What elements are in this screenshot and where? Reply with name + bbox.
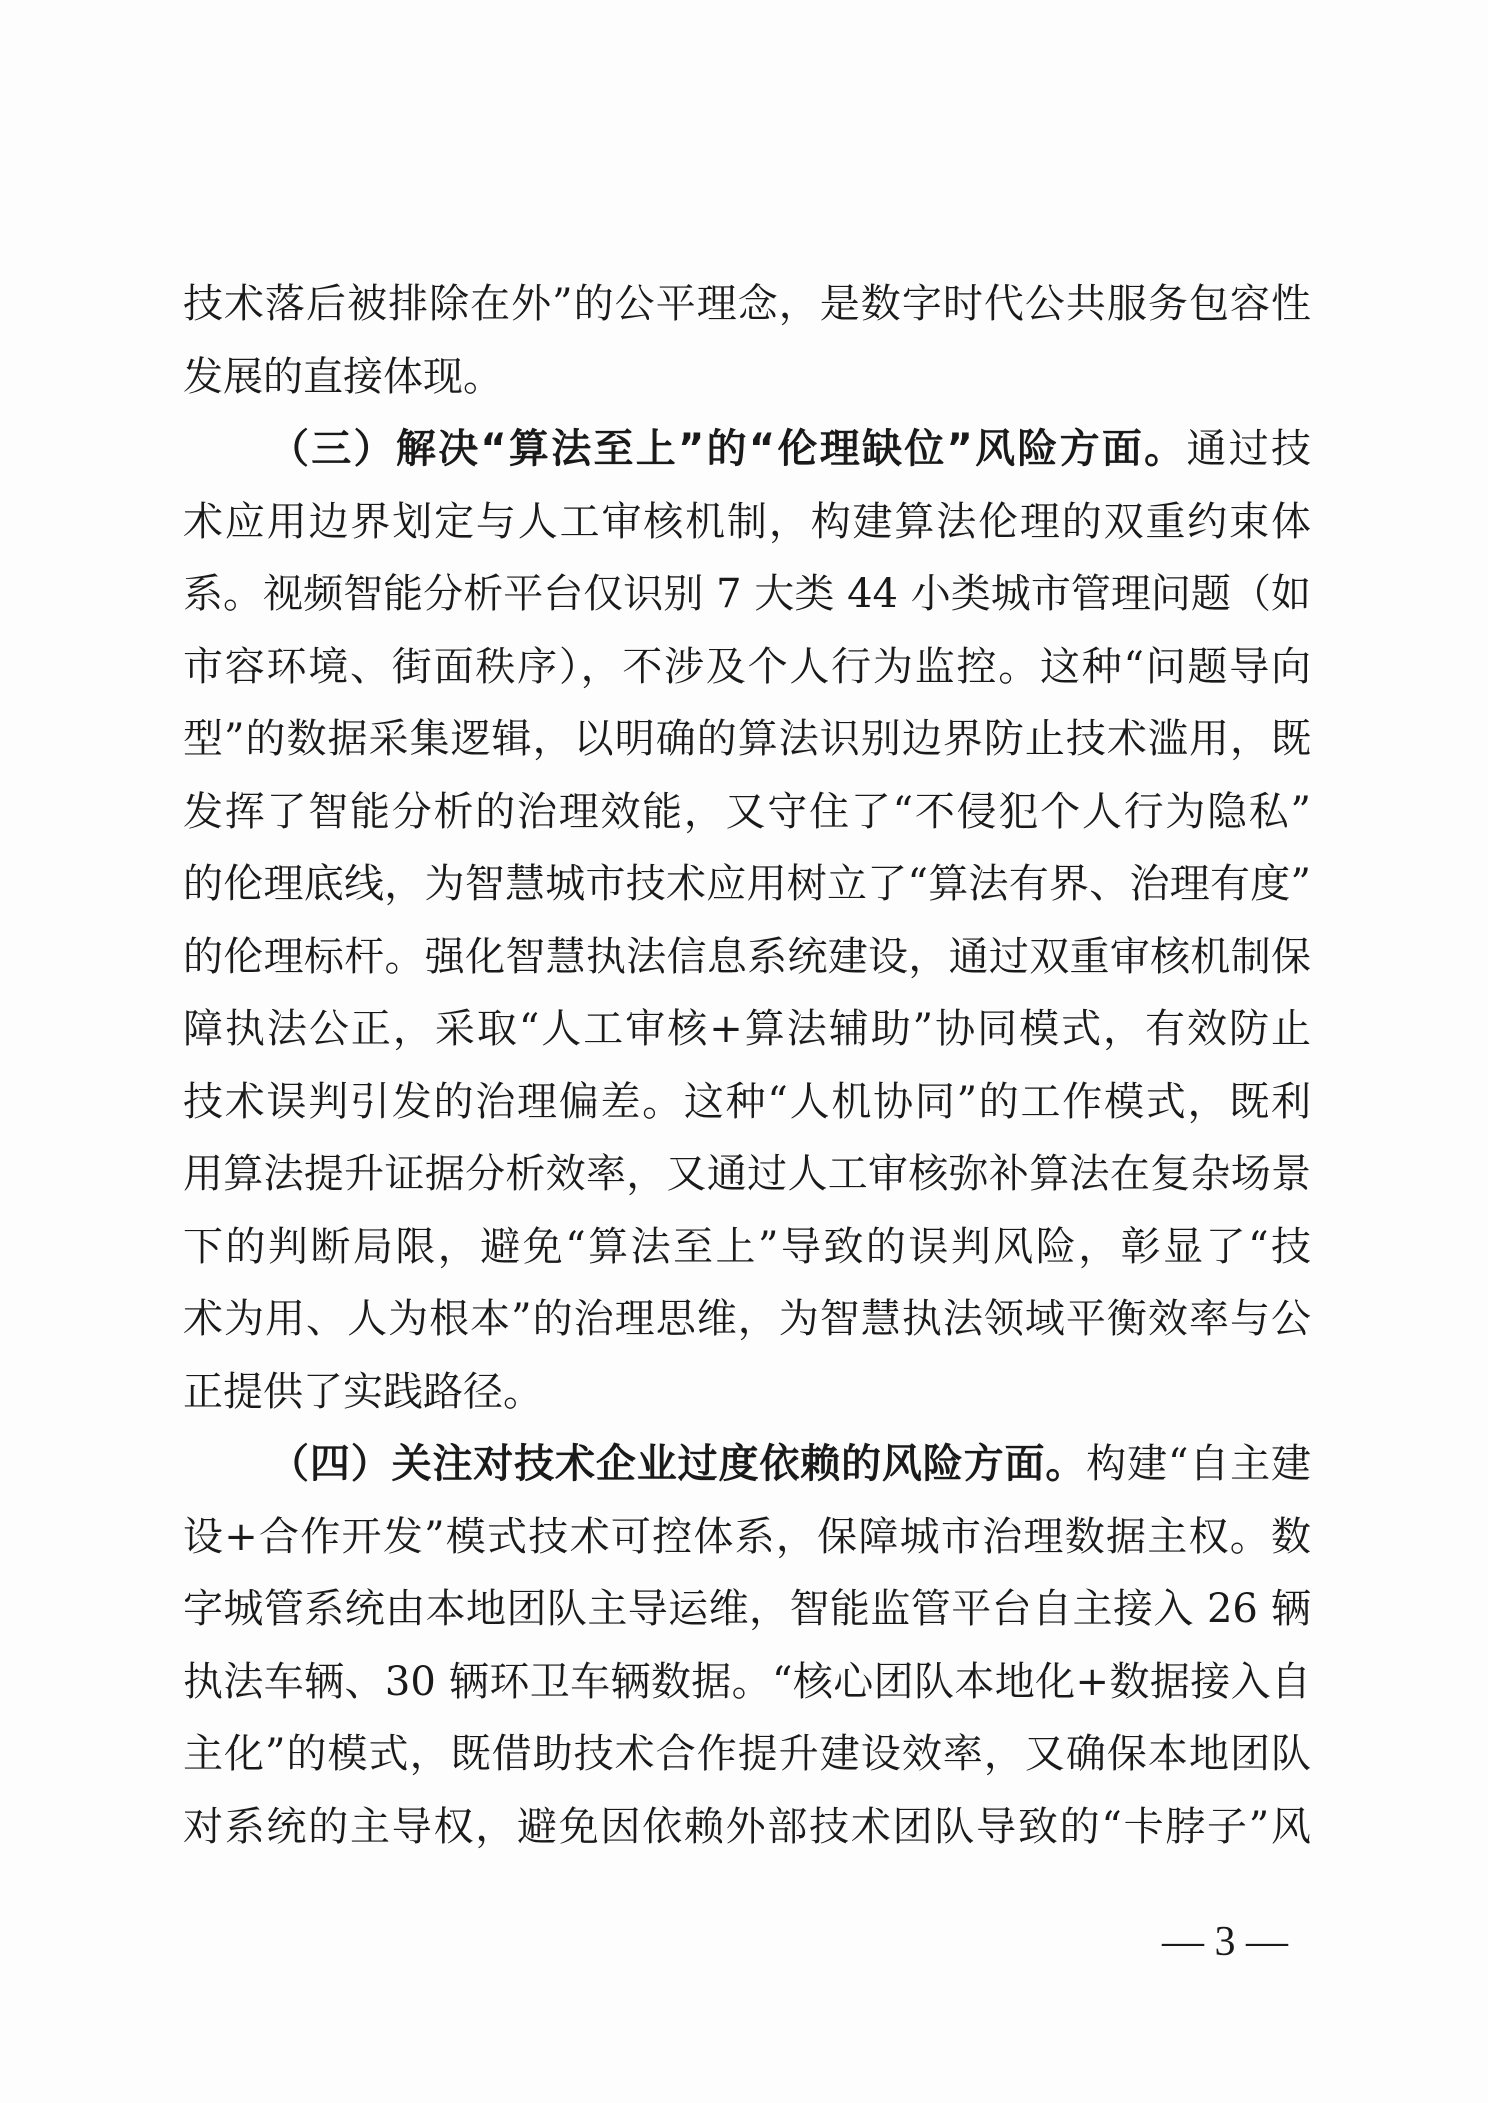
text-line: 设+合作开发”模式技术可控体系，保障城市治理数据主权。数 <box>183 1513 1311 1560</box>
text-line: 术应用边界划定与人工审核机制，构建算法伦理的双重约束体 <box>183 498 1311 545</box>
text-line: 技术落后被排除在外”的公平理念，是数字时代公共服务包容性 <box>183 281 1311 327</box>
text-line: 用算法提升证据分析效率，又通过人工审核弥补算法在复杂场景 <box>183 1151 1311 1197</box>
text-line: 对系统的主导权，避免因依赖外部技术团队导致的“卡脖子”风 <box>183 1803 1311 1850</box>
text-line: 市容环境、街面秩序），不涉及个人行为监控。这种“问题导向 <box>183 643 1311 690</box>
text-line: 字城管系统由本地团队主导运维，智能监管平台自主接入 26 辆 <box>183 1586 1311 1632</box>
text-line: 型”的数据采集逻辑，以明确的算法识别边界防止技术滥用，既 <box>183 716 1311 762</box>
text-run: 通过技 <box>1186 426 1311 472</box>
text-line: 系。视频智能分析平台仅识别 7 大类 44 小类城市管理问题（如 <box>183 571 1311 617</box>
text-line: 发挥了智能分析的治理效能，又守住了“不侵犯个人行为隐私” <box>183 788 1311 835</box>
text-line: 下的判断局限，避免“算法至上”导致的误判风险，彰显了“技 <box>183 1223 1311 1270</box>
text-line: 技术误判引发的治理偏差。这种“人机协同”的工作模式，既利 <box>183 1078 1311 1125</box>
text-line: 障执法公正，采取“人工审核+算法辅助”协同模式，有效防止 <box>183 1006 1311 1052</box>
text-line: 的伦理标杆。强化智慧执法信息系统建设，通过双重审核机制保 <box>183 933 1311 980</box>
text-run: 构建“自主建 <box>1086 1441 1311 1487</box>
text-line: 主化”的模式，既借助技术合作提升建设效率，又确保本地团队 <box>183 1731 1311 1777</box>
text-line: 执法车辆、30 辆环卫车辆数据。“核心团队本地化+数据接入自 <box>183 1658 1311 1705</box>
text-line: 正提供了实践路径。 <box>183 1368 543 1415</box>
text-line: 发展的直接体现。 <box>183 353 503 400</box>
section-heading-3: （三）解决“算法至上”的“伦理缺位”风险方面。 <box>269 426 1187 472</box>
section-heading-4: （四）关注对技术企业过度依赖的风险方面。 <box>269 1441 1087 1487</box>
text-line: 的伦理底线，为智慧城市技术应用树立了“算法有界、治理有度” <box>183 861 1311 907</box>
page-number: — 3 — <box>1162 1919 1288 1965</box>
section-heading-line <box>183 413 1311 486</box>
section-heading-line <box>183 1428 1311 1501</box>
body-text <box>183 268 1311 1863</box>
text-line: 术为用、人为根本”的治理思维，为智慧执法领域平衡效率与公 <box>183 1296 1311 1342</box>
